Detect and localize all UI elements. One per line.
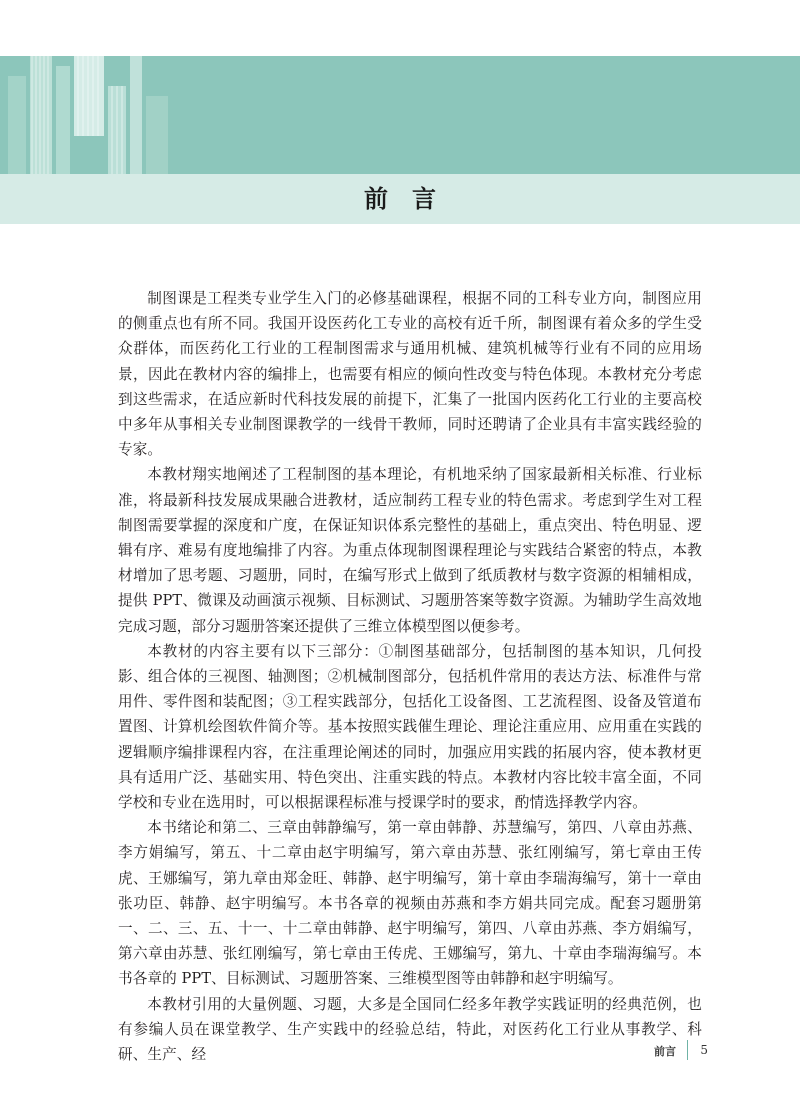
preface-body <box>118 286 702 1067</box>
page-number: 5 <box>700 1043 708 1057</box>
page-footer <box>640 1040 760 1060</box>
paragraph: 本书绪论和第二、三章由韩静编写，第一章由韩静、苏慧编写，第四、八章由苏燕、李方娟编写，第五、十二章由赵宇明编写，第六章由苏慧、张红刚编写，第七章由王传虎、王娜编写，第九章由郑金旺、韩静、赵宇明编写，第十章由李瑞海编写，第十一章由张功臣、韩静、赵宇明编写。本书各章的视频由苏燕和李方娟共同完成。配套习题册第一、二、三、五、十一、十二章由韩静、赵宇明编写，第四、八章由苏燕、李方娟编写，第六章由苏慧、张红刚编写，第七章由王传虎、王娜编写，第九、十章由李瑞海编写。本书各章的 PPT、目标测试、习题册答案、三维模型图等由韩静和赵宇明编写。 <box>118 819 702 988</box>
footer-section-label: 前言 <box>654 1045 676 1058</box>
paragraph: 本教材翔实地阐述了工程制图的基本理论，有机地采纳了国家最新相关标准、行业标准，将最新科技发展成果融合进教材，适应制药工程专业的特色需求。考虑到学生对工程制图需要掌握的深度和广度，在保证知识体系完整性的基础上，重点突出、特色明显、逻辑有序、难易有度地编排了内容。为重点体现制图课程理论与实践结合紧密的特点，本教材增加了思考题、习题册，同时，在编写形式上做到了纸质教材与数字资源的相辅相成，提供 PPT、微课及动画演示视频、目标测试、习题册答案等数字资源。为辅助学生高效地完成习题，部分习题册答案还提供了三维立体模型图以便参考。 <box>118 466 702 635</box>
paragraph: 本教材的内容主要有以下三部分：①制图基础部分，包括制图的基本知识，几何投影、组合体的三视图、轴测图；②机械制图部分，包括机件常用的表达方法、标准件与常用件、零件图和装配图；③工程实践部分，包括化工设备图、工艺流程图、设备及管道布置图、计算机绘图软件简介等。基本按照实践催生理论、理论注重应用、应用重在实践的逻辑顺序编排课程内容，在注重理论阐述的同时，加强应用实践的拓展内容，使本教材更具有适用广泛、基础实用、特色突出、注重实践的特点。本教材内容比较丰富全面，不同学校和专业在选用时，可以根据课程标准与授课学时的要求，酌情选择教学内容。 <box>118 642 702 812</box>
paragraph: 制图课是工程类专业学生入门的必修基础课程，根据不同的工科专业方向，制图应用的侧重点也有所不同。我国开设医药化工专业的高校有近千所，制图课有着众多的学生受众群体，而医药化工行业的工程制图需求与通用机械、建筑机械等行业有不同的应用场景，因此在教材内容的编排上，也需要有相应的倾向性改变与特色体现。本教材充分考虑到这些需求，在适应新时代科技发展的前提下，汇集了一批国内医药化工行业的主要高校中多年从事相关专业制图课教学的一线骨干教师，同时还聘请了企业具有丰富实践经验的专家。 <box>118 290 702 459</box>
header-band <box>0 56 800 174</box>
decorative-pattern <box>0 56 190 174</box>
page-title: 前言 <box>364 184 460 213</box>
paragraph: 本教材引用的大量例题、习题，大多是全国同仁经多年教学实践证明的经典范例，也有参编人员在课堂教学、生产实践中的经验总结，特此，对医药化工行业从事教学、科研、生产、经 <box>118 995 702 1064</box>
footer-divider <box>687 1040 688 1060</box>
